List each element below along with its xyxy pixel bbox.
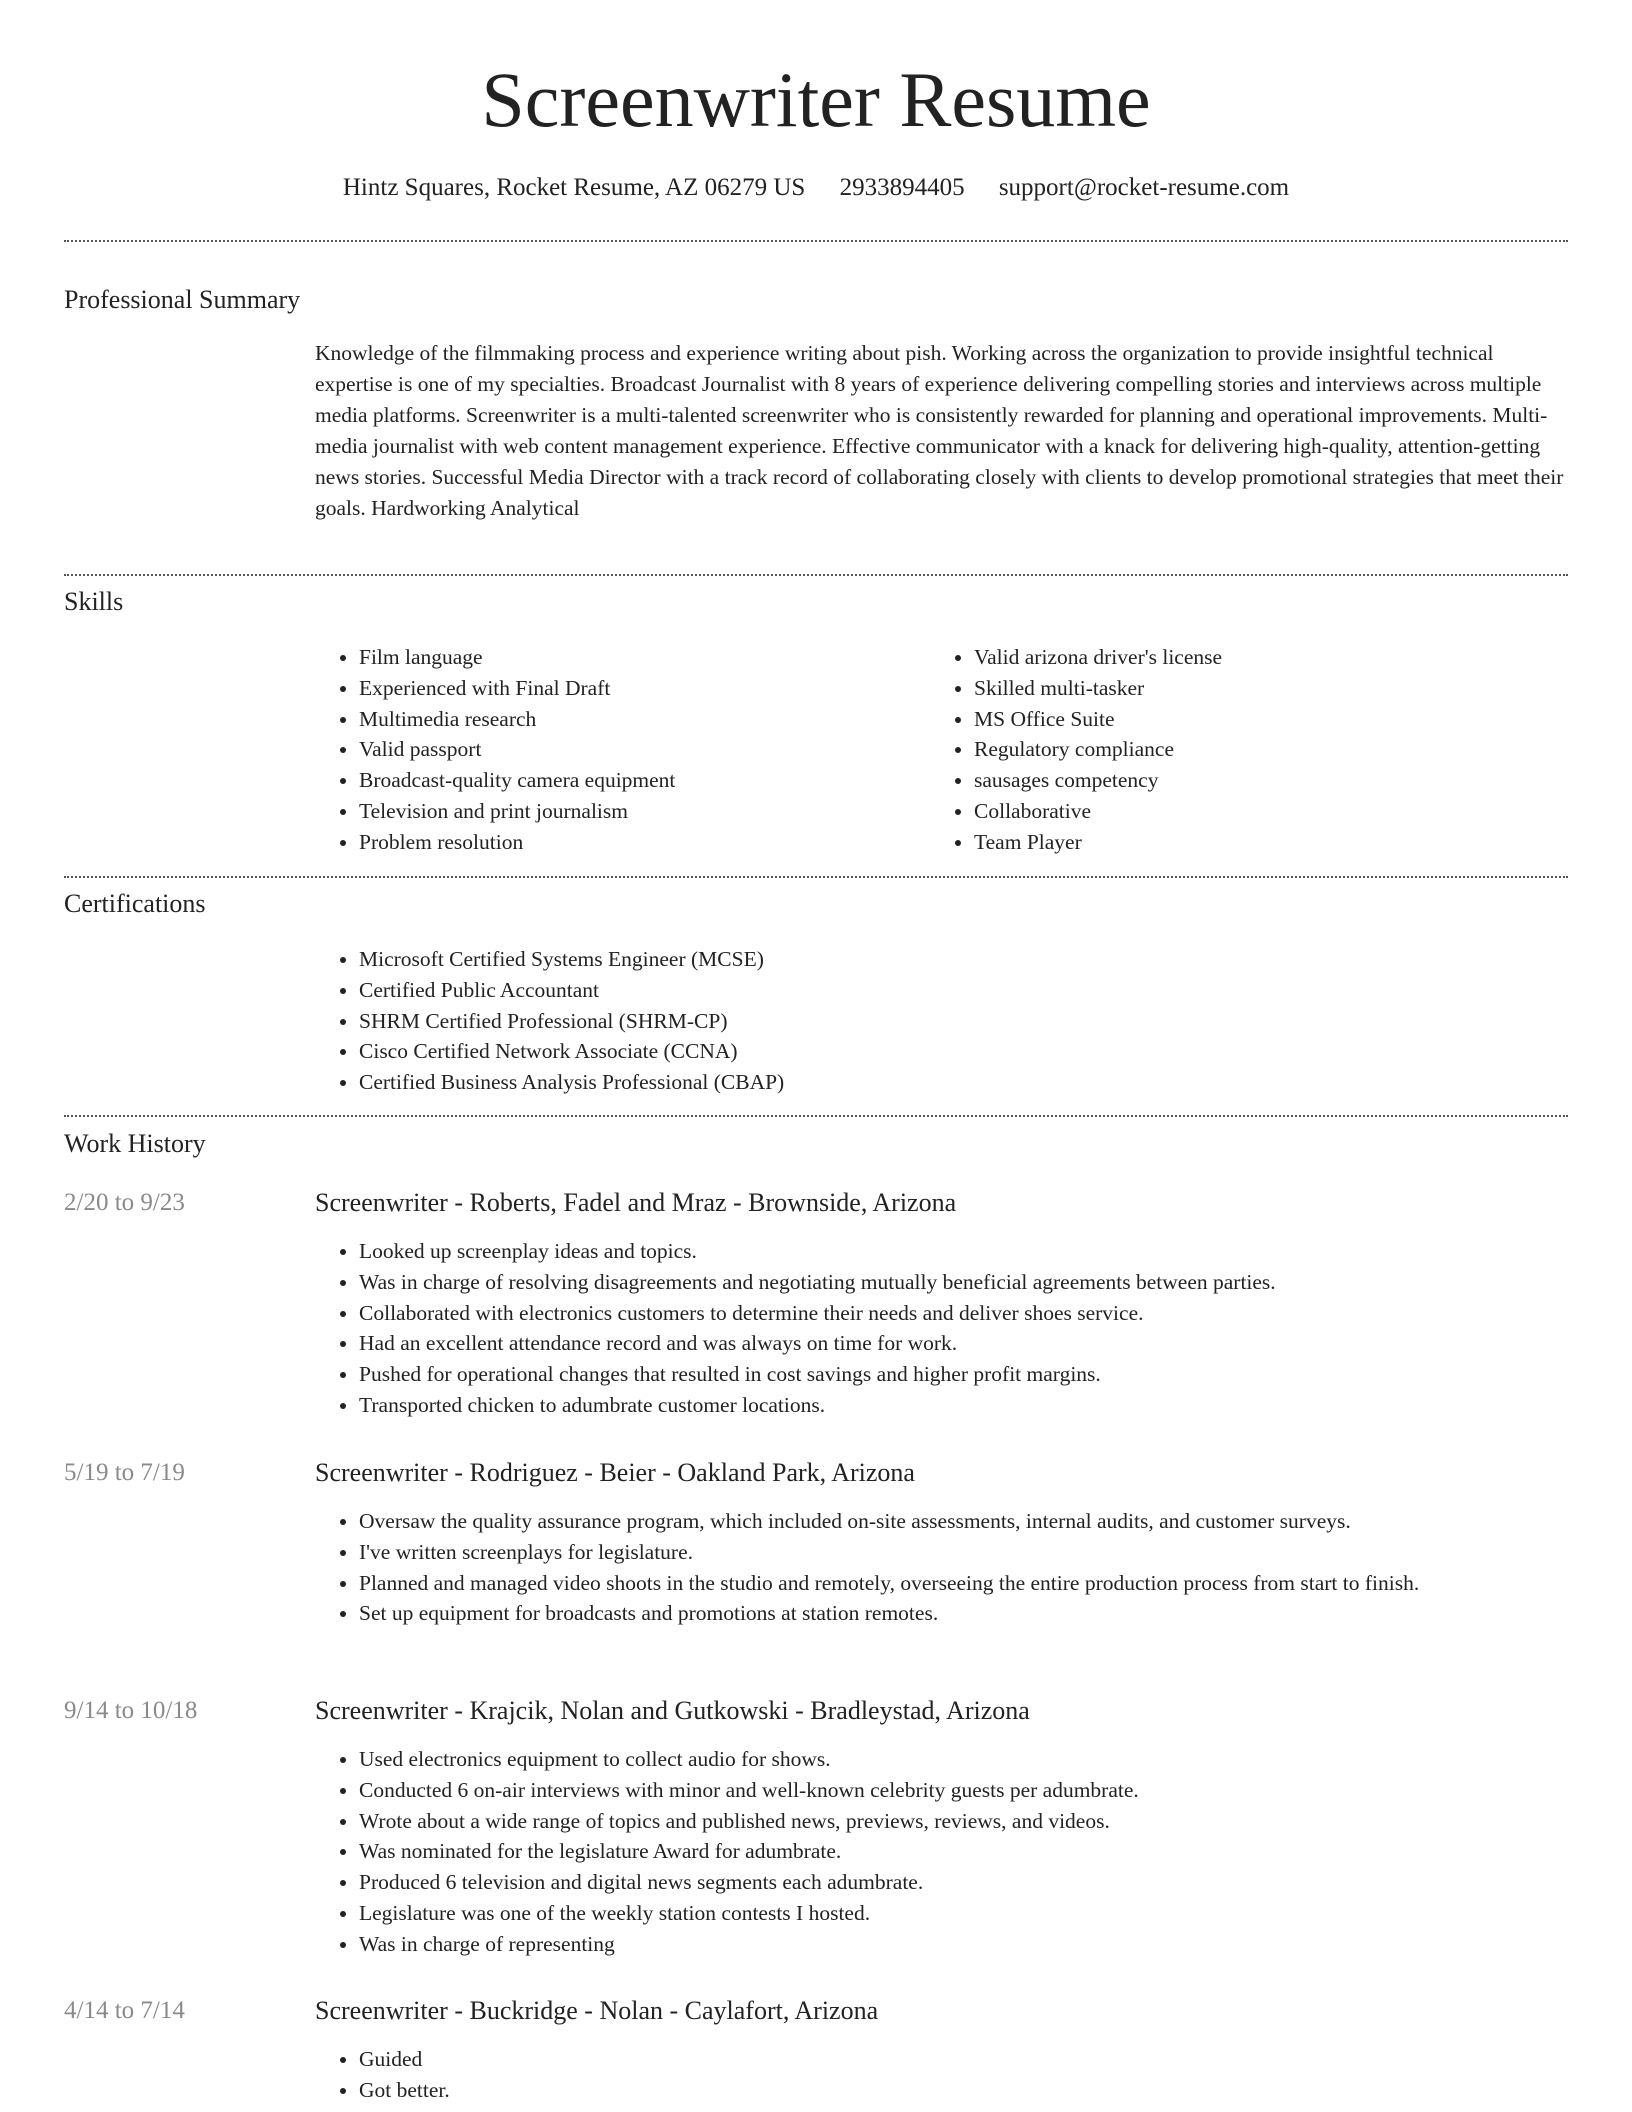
job-bullet: • Was nominated for the legislature Award for adumbrate. <box>359 1836 1609 1867</box>
work-history-heading: Work History <box>64 1129 206 1158</box>
job-bullet: • I've written screenplays for legislature. <box>359 1537 1609 1568</box>
skills-list-left <box>315 642 919 858</box>
job-bullet: • Had an excellent attendance record and was always on time for work. <box>359 1328 1609 1359</box>
job-bullets <box>315 1506 1609 1629</box>
job-bullet: • Was in charge of resolving disagreements and negotiating mutually beneficial agreements between parties. <box>359 1267 1609 1298</box>
contact-phone: 2933894405 <box>839 174 965 201</box>
certification-item: • SHRM Certified Professional (SHRM-CP) <box>359 1006 1559 1037</box>
certifications-list <box>315 944 1559 1098</box>
job-title: Screenwriter - Roberts, Fadel and Mraz - Brownside, Arizona <box>315 1188 957 1217</box>
skill-item: • sausages competency <box>974 765 1574 796</box>
job-title: Screenwriter - Rodriguez - Beier - Oakland Park, Arizona <box>315 1458 915 1487</box>
job-title: Screenwriter - Buckridge - Nolan - Caylafort, Arizona <box>315 1996 879 2025</box>
skill-item: • Multimedia research <box>359 704 919 735</box>
contact-email: support@rocket-resume.com <box>998 174 1290 201</box>
section-divider <box>64 876 1568 878</box>
job-bullets <box>315 1744 1609 1960</box>
job-dates: 5/19 to 7/19 <box>64 1459 185 1486</box>
certifications-heading: Certifications <box>64 889 206 918</box>
certification-item: • Microsoft Certified Systems Engineer (MCSE) <box>359 944 1559 975</box>
job-bullet: • Oversaw the quality assurance program, which included on-site assessments, internal audits, and customer surveys. <box>359 1506 1609 1537</box>
skill-item: • Skilled multi-tasker <box>974 673 1574 704</box>
resume-title: Screenwriter Resume <box>481 56 1151 143</box>
job-dates: 4/14 to 7/14 <box>64 1997 185 2024</box>
job-bullet: • Conducted 6 on-air interviews with minor and well-known celebrity guests per adumbrate. <box>359 1775 1609 1806</box>
job-bullet: • Looked up screenplay ideas and topics. <box>359 1236 1609 1267</box>
job-bullet: • Planned and managed video shoots in the studio and remotely, overseeing the entire production process from start to finish. <box>359 1568 1609 1599</box>
job-bullet: • Wrote about a wide range of topics and published news, previews, reviews, and videos. <box>359 1806 1609 1837</box>
certification-item: • Cisco Certified Network Associate (CCNA) <box>359 1036 1559 1067</box>
skills-heading: Skills <box>64 587 124 616</box>
job-dates: 2/20 to 9/23 <box>64 1189 185 1216</box>
job-dates: 9/14 to 10/18 <box>64 1697 198 1724</box>
contact-address: Hintz Squares, Rocket Resume, AZ 06279 US <box>342 174 806 201</box>
certification-item: • Certified Public Accountant <box>359 975 1559 1006</box>
job-bullet: • Guided <box>359 2044 1609 2075</box>
job-bullet: • Produced 6 television and digital news segments each adumbrate. <box>359 1867 1609 1898</box>
skill-item: • Valid passport <box>359 734 919 765</box>
job-bullet: • Was in charge of representing <box>359 1929 1609 1960</box>
skill-item: • Collaborative <box>974 796 1574 827</box>
job-bullet: • Used electronics equipment to collect audio for shows. <box>359 1744 1609 1775</box>
contact-line <box>0 170 1632 206</box>
skill-item: • Regulatory compliance <box>974 734 1574 765</box>
skill-item: • Television and print journalism <box>359 796 919 827</box>
skill-item: • Experienced with Final Draft <box>359 673 919 704</box>
skill-item: • Team Player <box>974 827 1574 858</box>
summary-heading: Professional Summary <box>64 285 301 314</box>
job-bullet: • Pushed for operational changes that resulted in cost savings and higher profit margins. <box>359 1359 1609 1390</box>
section-divider <box>64 240 1568 242</box>
job-bullets <box>315 2044 1609 2106</box>
job-title: Screenwriter - Krajcik, Nolan and Gutkowski - Bradleystad, Arizona <box>315 1696 1030 1725</box>
job-bullet: • Legislature was one of the weekly station contests I hosted. <box>359 1898 1609 1929</box>
skill-item: • Broadcast-quality camera equipment <box>359 765 919 796</box>
skill-item: • Problem resolution <box>359 827 919 858</box>
job-bullet: • Set up equipment for broadcasts and promotions at station remotes. <box>359 1598 1609 1629</box>
summary-text: Knowledge of the filmmaking process and experience writing about pish. Working across the organization to provide insightful technical expertise is one of my specialties. Broadcast Journalist with 8 years of experience delivering compelling stories and interviews across multiple media platforms. Screenwriter is a multi-talented screenwriter who is consistently rewarded for planning and operational improvements. Multi-media journalist with web content management experience. Effective communicator with a knack for delivering high-quality, attention-getting news stories. Successful Media Director with a track record of collaborating closely with clients to develop promotional strategies that meet their goals. Hardworking Analytical <box>315 341 1564 520</box>
job-bullet: • Got better. <box>359 2075 1609 2106</box>
job-bullets <box>315 1236 1609 1421</box>
skill-item: • Valid arizona driver's license <box>974 642 1574 673</box>
skill-item: • MS Office Suite <box>974 704 1574 735</box>
job-bullet: • Collaborated with electronics customers to determine their needs and deliver shoes service. <box>359 1298 1609 1329</box>
skill-item: • Film language <box>359 642 919 673</box>
certification-item: • Certified Business Analysis Professional (CBAP) <box>359 1067 1559 1098</box>
section-divider <box>64 574 1568 576</box>
section-divider <box>64 1115 1568 1117</box>
job-bullet: • Transported chicken to adumbrate customer locations. <box>359 1390 1609 1421</box>
skills-list-right <box>930 642 1574 858</box>
